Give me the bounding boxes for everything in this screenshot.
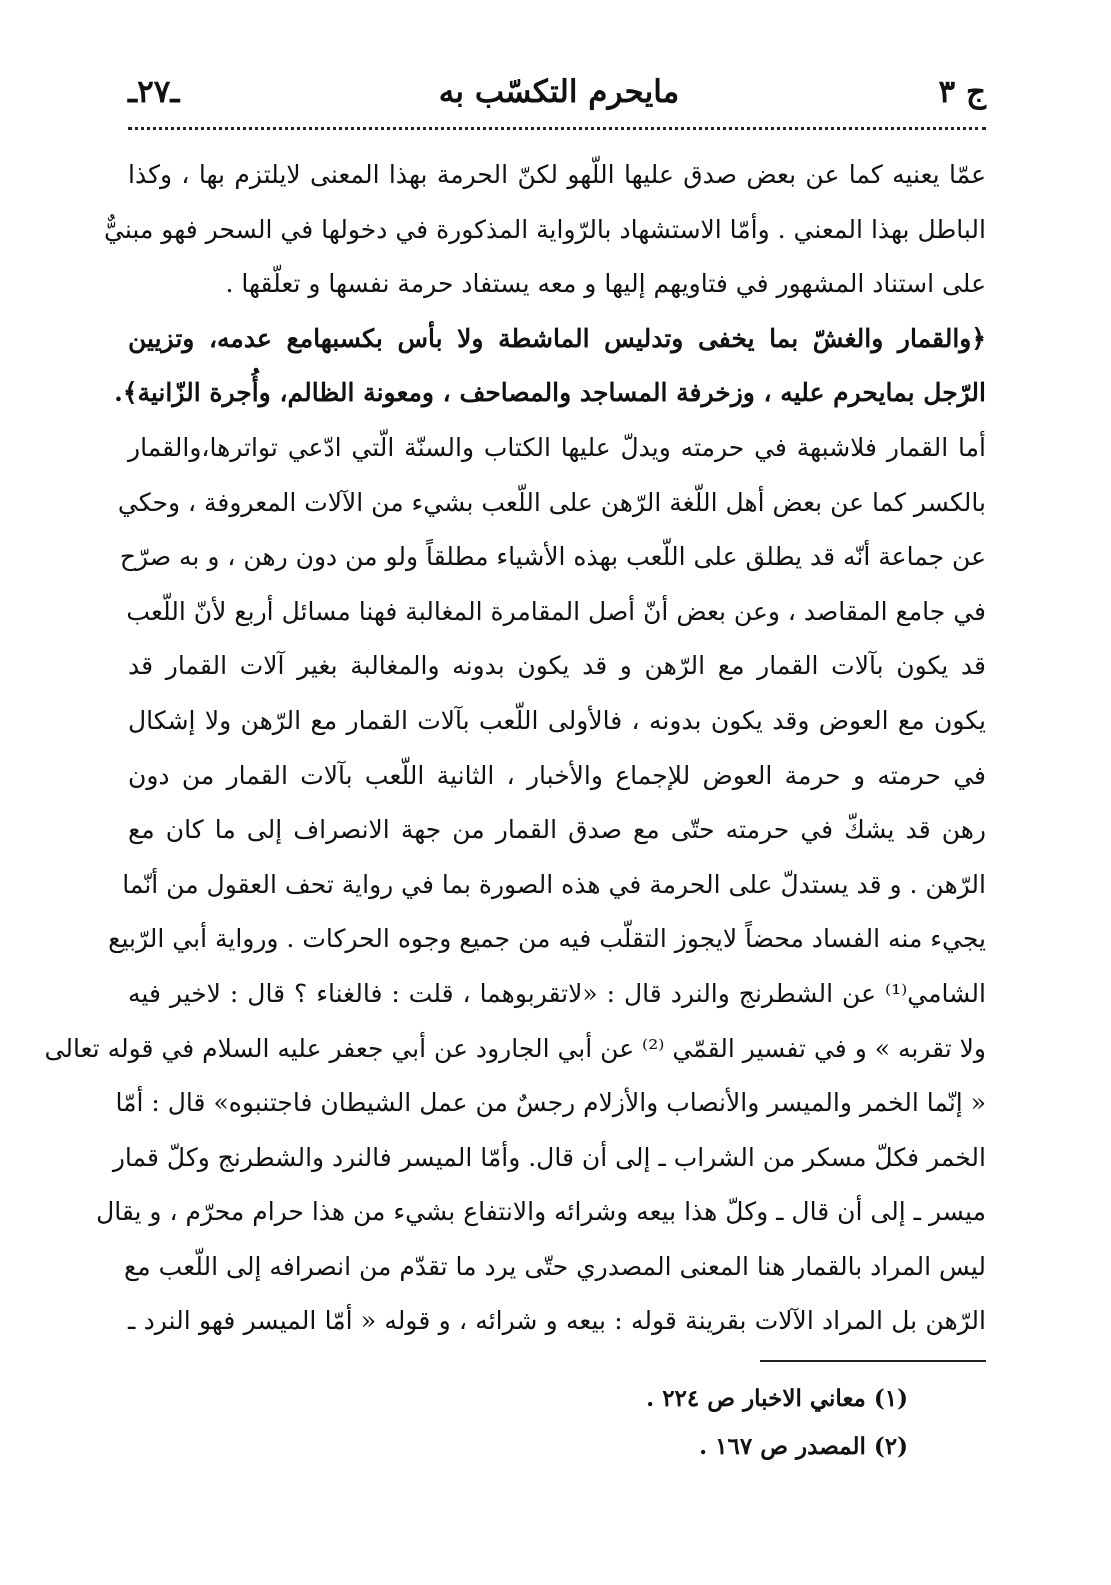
footnote: (١) معاني الاخبار ص ٢٢٤ . xyxy=(646,1385,908,1412)
volume-label: ج ٣ xyxy=(938,74,986,110)
chapter-title: مايحرم التكسّب به xyxy=(438,74,680,110)
text-line: ولا تقربه » و في تفسير القمّي ⁽²⁾ عن أبي الجارود عن أبي جعفر عليه السلام في قوله تعالى xyxy=(44,1033,986,1063)
text-line: الرّهن بل المراد الآلات بقرينة قوله : بيعه و شرائه ، و قوله « أمّا الميسر فهو النرد ـ xyxy=(128,1306,986,1336)
page-number: ـ٢٧ـ xyxy=(128,74,180,110)
text-line: الباطل بهذا المعني . وأمّا الاستشهاد بالرّواية المذكورة في دخولها في السحر فهو مبنيٌّ xyxy=(104,214,986,244)
footnote: (٢) المصدر ص ١٦٧ . xyxy=(699,1433,908,1460)
text-line: ليس المراد بالقمار هنا المعنى المصدري حتّى يرد ما تقدّم من انصرافه إلى اللّعب مع xyxy=(124,1251,986,1281)
text-line: « إنّما الخمر والميسر والأنصاب والأزلام رجسٌ من عمل الشيطان فاجتنبوه» قال : أمّا xyxy=(115,1088,986,1118)
text-line: رهن قد يشكّ في حرمته حتّى مع صدق القمار من جهة الانصراف إلى ما كان مع xyxy=(128,815,986,845)
text-line: عن جماعة أنّه قد يطلق على اللّعب بهذه الأشياء مطلقاً ولو من دون رهن ، و به صرّح xyxy=(119,542,986,572)
header-divider xyxy=(128,127,986,130)
text-line: يكون مع العوض وقد يكون بدونه ، فالأولى اللّعب بآلات القمار مع الرّهن ولا إشكال xyxy=(128,705,986,735)
text-line: الشامي⁽¹⁾ عن الشطرنج والنرد قال : «لاتقربوهما ، قلت : فالغناء ؟ قال : لاخير فيه xyxy=(128,978,986,1008)
text-line: بالكسر كما عن بعض أهل اللّغة الرّهن على اللّعب بشيء من الآلات المعروفة ، وحكي xyxy=(117,487,986,517)
text-line: على استناد المشهور في فتاويهم إليها و معه يستفاد حرمة نفسها و تعلّقها . xyxy=(225,269,986,299)
text-line: في جامع المقاصد ، وعن بعض أنّ أصل المقامرة المغالبة فهنا مسائل أربع لأنّ اللّعب xyxy=(126,596,986,626)
text-line: قد يكون بآلات القمار مع الرّهن و قد يكون بدونه والمغالبة بغير آلات القمار قد xyxy=(128,651,986,681)
page-header xyxy=(128,62,986,122)
text-line: ميسر ـ إلى أن قال ـ وكلّ هذا بيعه وشرائه والانتفاع بشيء من هذا حرام محرّم ، و يقال xyxy=(96,1197,986,1227)
footnote-divider xyxy=(760,1360,986,1362)
text-line: الخمر فكلّ مسكر من الشراب ـ إلى أن قال. وأمّا الميسر فالنرد والشطرنج وكلّ قمار xyxy=(112,1142,986,1172)
footnotes xyxy=(128,1375,908,1471)
text-line: في حرمته و حرمة العوض للإجماع والأخبار ، الثانية اللّعب بآلات القمار من دون xyxy=(128,760,986,790)
main-text xyxy=(44,148,986,1349)
text-line: عمّا يعنيه كما عن بعض صدق عليها اللّهو لكنّ الحرمة بهذا المعنى لايلتزم بها ، وكذا xyxy=(128,160,986,189)
text-line: الرّجل بمايحرم عليه ، وزخرفة المساجد والمصاحف ، ومعونة الظالم، وأُجرة الزّانية﴾. xyxy=(114,378,986,408)
text-line: أما القمار فلاشبهة في حرمته ويدلّ عليها الكتاب والسنّة الّتي ادّعي تواترها،والقمار xyxy=(128,432,986,462)
text-line: ﴿والقمار والغشّ بما يخفى وتدليس الماشطة ولا بأس بكسبهامع عدمه، وتزيين xyxy=(128,323,986,353)
text-line: الرّهن . و قد يستدلّ على الحرمة في هذه الصورة بما في رواية تحف العقول من أنّما xyxy=(122,869,986,899)
text-line: يجيء منه الفساد محضاً لايجوز التقلّب فيه من جميع وجوه الحركات . ورواية أبي الرّبيع xyxy=(108,924,986,954)
